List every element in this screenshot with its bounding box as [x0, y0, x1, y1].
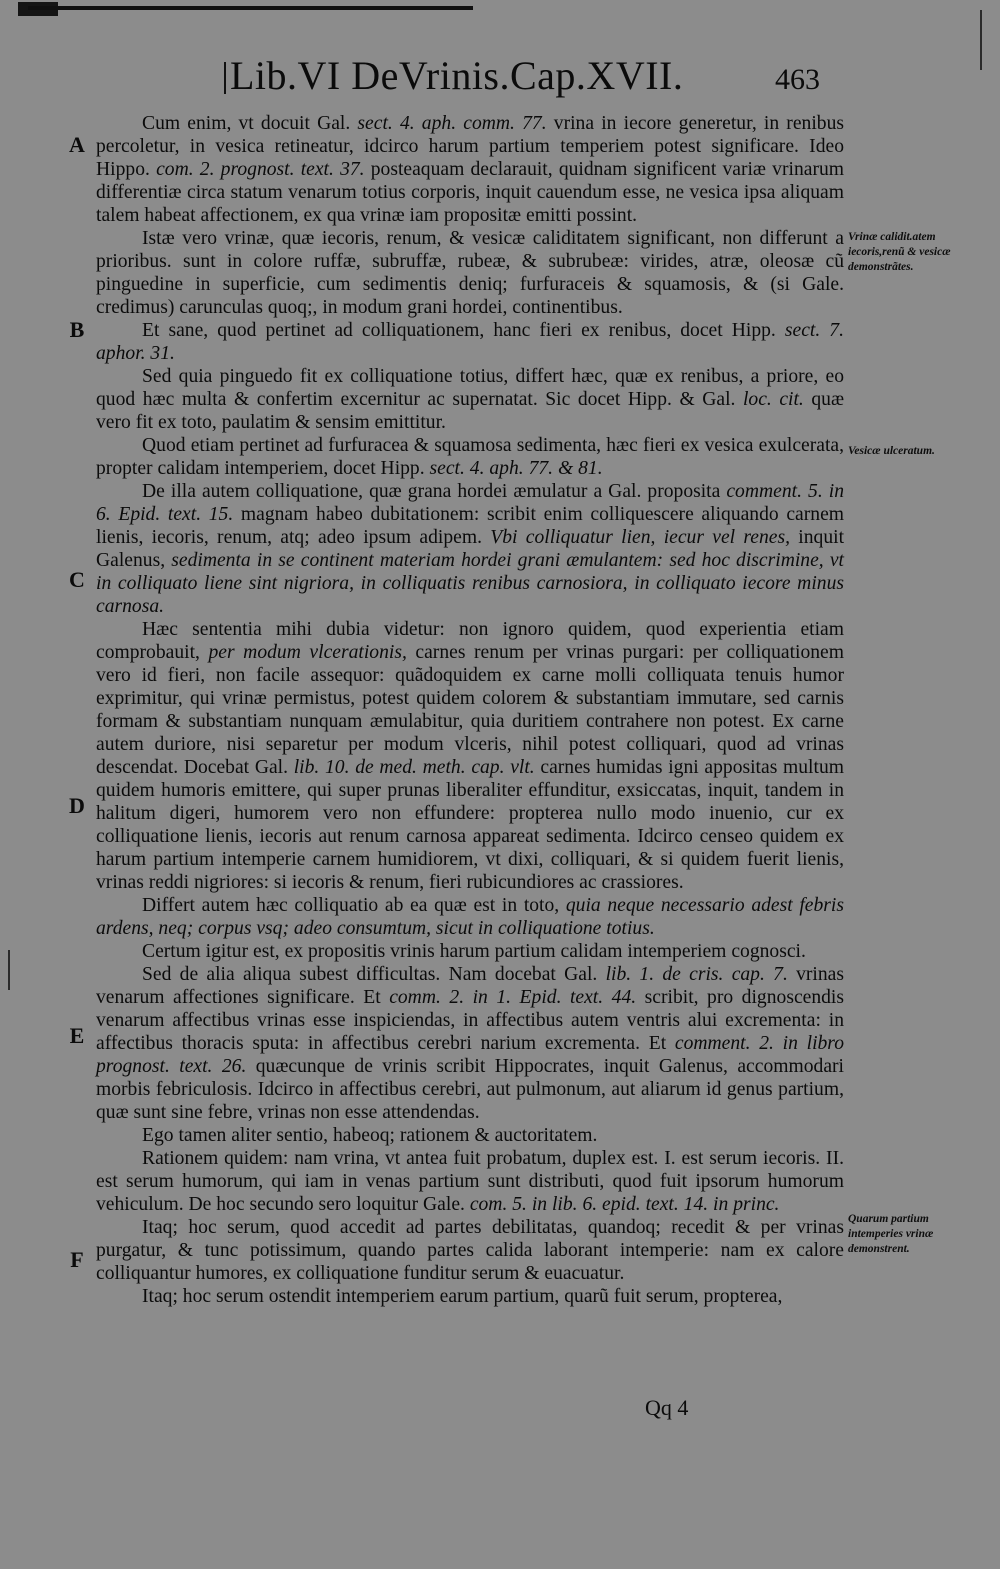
text-run: carnes renum per vrinas purgari: per colliquationem vero id fieri, non facile assequor: quãdoquidem ex carne molli colliquata tenuis humor exprimitur, qui vrinæ permistus, potest quidem colorem & substantiam immutare, sed carnis formam & substantiam nunquam æmulabitur, quia duritiem contrahere non potest. Ex carne autem duriore, nisi separetur per modum vlceris, nihil potest colliquari, quod ad vrinas descendat. Docebat Gal.: [96, 642, 844, 778]
page-number: 463: [775, 63, 820, 96]
text-run: Rationem quidem: nam vrina, vt antea fuit probatum, duplex est. I. est serum iecoris. II. est serum humorum, qui iam in venas partium sunt distributi, quod fuit ipsorum humorum vehiculum. De hoc secundo sero loquitur Gale.: [96, 1148, 844, 1215]
margin-marker-f: F: [70, 1247, 84, 1272]
margin-marker-d: D: [69, 793, 85, 818]
citation: lib. 10. de med. meth. cap. vlt.: [293, 757, 535, 778]
margin-marker-e: E: [69, 1023, 85, 1048]
paragraph: [96, 940, 844, 963]
citation: lib. 1. de cris. cap. 7.: [605, 964, 788, 985]
text-run: Et sane, quod pertinet ad colliquationem, hanc fieri ex renibus, docet Hipp.: [142, 320, 785, 341]
text-run: quæ vero fit ex toto, paulatim & sensim emittitur.: [96, 389, 845, 433]
citation: comm. 2. in 1. Epid. text. 44.: [389, 987, 637, 1008]
margin-note-3: Quarum partium intemperies vrinæ demonstrent.: [848, 1213, 934, 1255]
page-header: [0, 52, 1000, 102]
citation: sect. 4. aph. comm. 77.: [357, 113, 547, 134]
text-run: Sed quia pinguedo fit ex colliquatione totius, differt hæc, quæ ex renibus, a priore, eo quod hæc multa & confertim excernitur ac supernatat. Sic docet Hipp. & Gal.: [96, 366, 844, 410]
quotation: sedimenta in se continent materiam hordei grani æmulantem: sed hoc discrimine, vt in colliquato liene sint nigriora, in colliquatis renibus carnosiora, in colliquato iecore minus carnosa.: [96, 550, 844, 617]
text-run: Hæc sententia mihi dubia videtur: non ignoro quidem, quod experientia etiam comprobauit,: [96, 619, 844, 663]
scan-edge-mark: [980, 10, 982, 70]
paragraph: [96, 1147, 844, 1216]
citation: comment. 2. in libro prognost. text. 26.: [96, 1033, 844, 1077]
citation: loc. cit.: [742, 389, 804, 410]
paragraph: [96, 434, 844, 480]
signature-mark: Qq 4: [645, 1395, 689, 1420]
paragraph: [96, 319, 844, 365]
citation: com. 2. prognost. text. 37.: [156, 159, 365, 180]
paragraph: [96, 112, 844, 227]
text-run: Cum enim, vt docuit Gal.: [142, 113, 358, 134]
citation: per modum vlcerationis,: [208, 642, 407, 663]
margin-marker-b: B: [69, 317, 85, 342]
text-run: posteaquam declarauit, quidnam significent variæ vrinarum differentiæ circa statum venarum totius corporis, inquit cauendum esse, ne vesica ipsa aliquam talem habeat affectionem, ex qua vrinæ iam propositæ emitti possint.: [96, 159, 845, 226]
margin-marker-c: C: [69, 567, 85, 592]
margin-marker-a: A: [69, 132, 85, 157]
citation: comment. 5. in 6. Epid. text. 15.: [96, 481, 844, 525]
quotation: Vbi colliquatur lien, iecur vel renes,: [490, 527, 790, 548]
text-run: inquit Galenus,: [96, 527, 845, 571]
running-title: Lib.VI DeVrinis.Cap.XVII.: [230, 53, 684, 98]
paragraph: [96, 480, 844, 618]
paragraph: [96, 1285, 844, 1308]
text-run: vrinas venarum affectiones significare. Et: [96, 964, 844, 1008]
text-run: Differt autem hæc colliquatio ab ea quæ est in toto,: [142, 895, 566, 916]
paragraph: [96, 227, 844, 319]
citation: com. 5. in lib. 6. epid. text. 14. in princ.: [469, 1194, 780, 1215]
text-run: Quod etiam pertinet ad furfuracea & squamosa sedimenta, hæc fieri ex vesica exulcerata, propter calidam intemperiem, docet Hipp.: [96, 435, 844, 479]
paragraph: [96, 618, 844, 894]
text-run: Sed de alia aliqua subest difficultas. Nam docebat Gal.: [142, 964, 606, 985]
text-run: Certum igitur est, ex propositis vrinis harum partium calidam intemperiem cognosci.: [142, 941, 806, 962]
margin-note-2: Vesicæ ulceratum.: [848, 445, 935, 457]
scan-edge-mark: [8, 950, 10, 990]
text-run: carnes humidas igni appositas multum quidem humoris emittere, qui super prunas liberaliter effunditur, exsiccatas, inquit, tandem in halitum digeri, humorem vero non effundere: propterea nullo modo inuenio, cur ex colliquatione lienis, iecoris aut renum carnosa appareat sedimenta. Idcirco censeo quidem ex harum partium intemperie carnem humidiorem, vt dixi, colliquari, & si quidem fuerit lienis, vrinas reddi nigriores: si iecoris & renum, fieri rubicundiores ac crassiores.: [96, 757, 844, 893]
text-run: scribit, pro dignoscendis venarum affectibus vrinas esse inspiciendas, in affectibus autem ventris alui excrementa: in affectibus thoracis sputa: in affectibus cerebri narium excrementa. Et: [96, 987, 844, 1054]
text-run: Itaq; hoc serum ostendit intemperiem earum partium, quarũ fuit serum, propterea,: [142, 1286, 783, 1307]
text-run: magnam habeo dubitationem: scribit enim colliquescere aliquando carnem lienis, iecoris, renum, atq; adeo ipsum adipem.: [96, 504, 845, 548]
paragraph: [96, 1216, 844, 1285]
top-rule: [28, 6, 473, 10]
text-run: Itaq; hoc serum, quod accedit ad partes debilitatas, quandoq; recedit & per vrinas purgatur, & tunc potissimum, quando partes calida laborant intemperie: nam ex calore colliquantur humores, ex colliquatione funditur serum & euacuatur.: [96, 1217, 844, 1284]
quotation: quia neque necessario adest febris ardens, neq; corpus vsq; adeo consumtum, sicut in colliquatione totius.: [96, 895, 844, 939]
paragraph: [96, 365, 844, 434]
text-run: quæcunque de vrinis scribit Hippocrates, inquit Galenus, accommodari morbis febriculosis. Idcirco in affectibus cerebri, aut pulmonum, aut aliarum id genus partium, quæ sunt sine febre, vrinas non esse attendendas.: [96, 1056, 844, 1123]
text-run: Istæ vero vrinæ, quæ iecoris, renum, & vesicæ caliditatem significant, non differunt a prioribus. sunt in colore ruffæ, subruffæ, rubeæ, & subrubeæ: virides, atræ, oleosæ cũ pinguedine in superficie, cum sedimentis deniq; furfuraceis & squamosis, & (si Gale. credimus) carunculas quoq;, in modum grani hordei, continentibus.: [96, 228, 844, 318]
paragraph: [96, 963, 844, 1124]
body-text: [96, 112, 844, 1308]
citation: sect. 4. aph. 77. & 81.: [429, 458, 603, 479]
paragraph: [96, 1124, 844, 1147]
margin-note-1: Vrinæ calidit.atem iecoris,renũ & vesicæ demonstrãtes.: [848, 231, 951, 273]
citation: sect. 7. aphor. 31.: [96, 320, 844, 364]
text-run: Ego tamen aliter sentio, habeoq; rationem & auctoritatem.: [142, 1125, 598, 1146]
text-run: De illa autem colliquatione, quæ grana hordei æmulatur a Gal. proposita: [142, 481, 727, 502]
paragraph: [96, 894, 844, 940]
text-run: vrina in iecore generetur, in renibus percoletur, in vesica retineatur, idcirco harum partium temperiem potest significare. Ideo Hippo.: [96, 113, 844, 180]
